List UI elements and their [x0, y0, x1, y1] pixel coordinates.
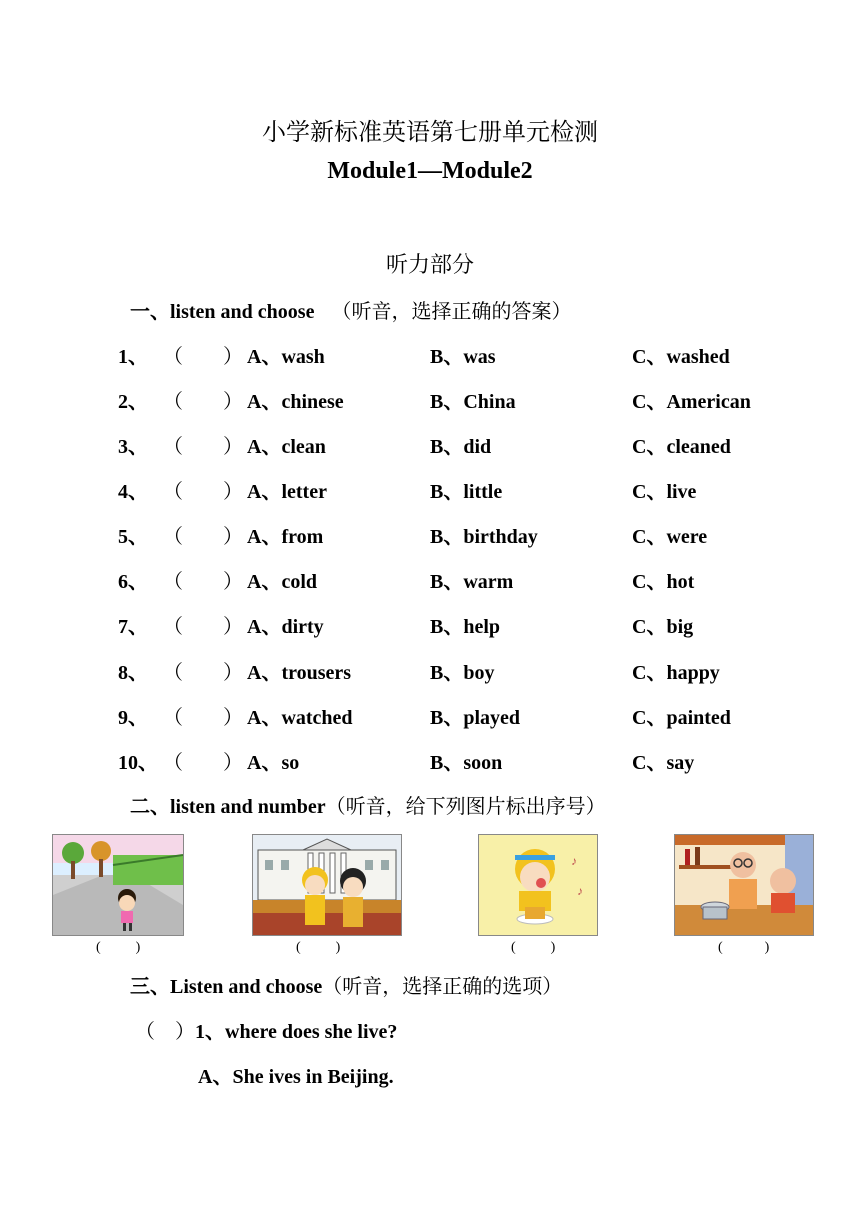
question-row	[0, 746, 860, 776]
option-c: C、hot	[632, 571, 695, 593]
question-number: 9、	[118, 707, 148, 729]
option-b: B、China	[430, 391, 516, 413]
section-listening: 听力部分	[385, 252, 474, 277]
picture-kitchen-cooking	[674, 834, 814, 936]
question-row	[0, 430, 860, 460]
answer-blank[interactable]: （ ）	[163, 616, 243, 638]
part1-heading-en: 一、listen and choose	[130, 301, 315, 323]
option-a: A、cold	[247, 571, 317, 593]
answer-blank[interactable]: （ ）	[163, 662, 243, 684]
option-a: A、clean	[247, 436, 326, 458]
option-b: B、played	[430, 707, 521, 729]
question-number: 4、	[118, 481, 148, 503]
picture-white-house-girls	[252, 834, 402, 936]
part3-q1-paren[interactable]: （ ）	[135, 1021, 195, 1043]
picture-1-blank[interactable]: ( )	[96, 940, 141, 955]
question-number: 6、	[118, 571, 148, 593]
option-b: B、was	[430, 346, 496, 368]
question-number: 1、	[118, 346, 148, 368]
option-a: A、wash	[247, 346, 325, 368]
question-row	[0, 701, 860, 731]
option-a: A、so	[247, 752, 300, 774]
part3-heading	[130, 970, 562, 999]
question-number: 8、	[118, 662, 148, 684]
question-number: 7、	[118, 616, 148, 638]
option-c: C、cleaned	[632, 436, 731, 458]
part1-heading	[130, 295, 571, 324]
option-a: A、dirty	[247, 616, 324, 638]
option-c: C、live	[632, 481, 697, 503]
option-a: A、chinese	[247, 391, 344, 413]
option-b: B、birthday	[430, 526, 538, 548]
option-b: B、boy	[430, 662, 495, 684]
question-number: 3、	[118, 436, 148, 458]
svg-text:♪: ♪	[571, 854, 577, 868]
answer-blank[interactable]: （ ）	[163, 571, 243, 593]
option-b: B、warm	[430, 571, 514, 593]
title-en: Module1—Module2	[327, 158, 533, 184]
option-c: C、happy	[632, 662, 720, 684]
question-number: 10、	[118, 752, 158, 774]
part3-q1-option-a: A、She ives in Beijing.	[198, 1066, 394, 1088]
question-row	[0, 656, 860, 686]
answer-blank[interactable]: （ ）	[163, 752, 243, 774]
part3-heading-en: 三、Listen and choose	[130, 976, 323, 998]
title-cn: 小学新标准英语第七册单元检测	[262, 120, 598, 146]
answer-blank[interactable]: （ ）	[163, 481, 243, 503]
question-row	[0, 385, 860, 415]
picture-2-blank[interactable]: ( )	[296, 940, 341, 955]
question-row	[0, 520, 860, 550]
option-b: B、little	[430, 481, 503, 503]
option-c: C、American	[632, 391, 751, 413]
question-row	[0, 610, 860, 640]
picture-3-blank[interactable]: ( )	[511, 940, 556, 955]
option-c: C、washed	[632, 346, 730, 368]
option-c: C、big	[632, 616, 694, 638]
option-b: B、did	[430, 436, 492, 458]
option-b: B、help	[430, 616, 501, 638]
part3-heading-cn: （听音，选择正确的选项）	[322, 976, 563, 998]
option-a: A、from	[247, 526, 324, 548]
option-a: A、letter	[247, 481, 327, 503]
picture-4-blank[interactable]: ( )	[718, 940, 770, 955]
part2-heading-en: 二、listen and number	[130, 796, 326, 818]
part2-heading-cn: （听音，给下列图片标出序号）	[325, 796, 606, 818]
picture-girl-eating-cake	[478, 834, 598, 936]
option-c: C、painted	[632, 707, 731, 729]
question-row	[0, 340, 860, 370]
option-a: A、watched	[247, 707, 353, 729]
svg-text:♪: ♪	[577, 884, 583, 898]
answer-blank[interactable]: （ ）	[163, 707, 243, 729]
part3-q1-text: 1、where does she live?	[195, 1021, 398, 1043]
option-a: A、trousers	[247, 662, 352, 684]
question-number: 5、	[118, 526, 148, 548]
answer-blank[interactable]: （ ）	[163, 526, 243, 548]
answer-blank[interactable]: （ ）	[163, 391, 243, 413]
option-c: C、were	[632, 526, 708, 548]
part1-heading-cn: （听音，选择正确的答案）	[331, 301, 572, 323]
part3-question-1	[135, 1015, 397, 1044]
option-c: C、say	[632, 752, 695, 774]
option-b: B、soon	[430, 752, 503, 774]
picture-girl-in-park	[52, 834, 184, 936]
answer-blank[interactable]: （ ）	[163, 346, 243, 368]
part2-heading	[130, 790, 606, 819]
question-row	[0, 565, 860, 595]
answer-blank[interactable]: （ ）	[163, 436, 243, 458]
question-number: 2、	[118, 391, 148, 413]
question-row	[0, 475, 860, 505]
